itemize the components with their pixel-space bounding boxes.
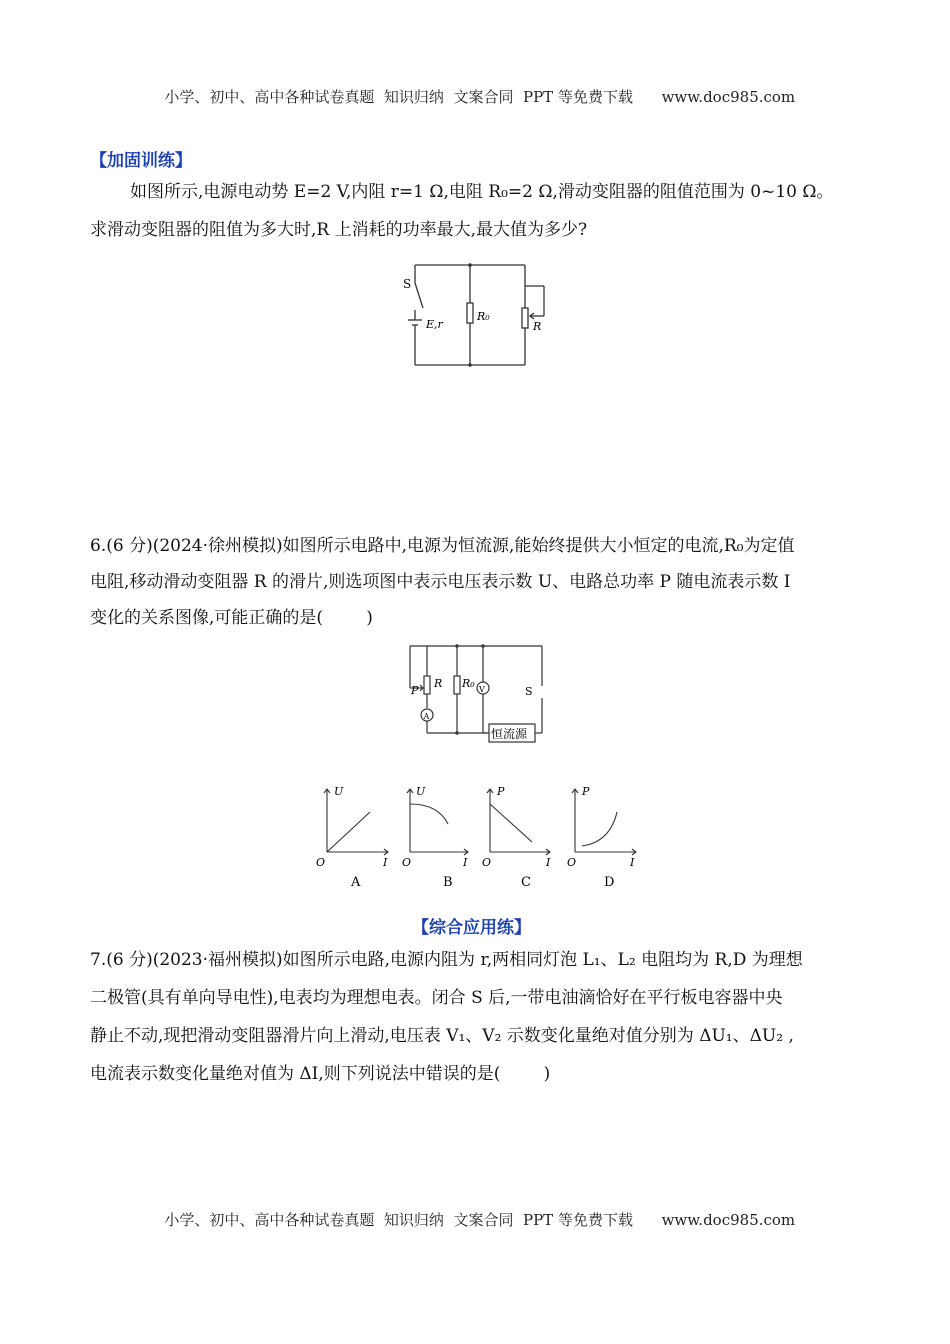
page-footer <box>0 1191 950 1230</box>
circuit1-source-label: E,r <box>426 318 443 331</box>
graph-d-curve <box>582 812 617 846</box>
footer-url[interactable]: www.doc985.com <box>661 1211 796 1229</box>
footer-site-text: 小学、初中、高中各种试卷真题 知识归纳 文案合同 PPT 等免费下载 <box>164 1211 633 1229</box>
ammeter-symbol: A <box>423 712 430 721</box>
graph-b-origin: O <box>402 856 412 869</box>
graph-d-y-label: P <box>582 785 590 798</box>
graph-c-y-label: P <box>497 785 505 798</box>
graph-b-x-label: I <box>463 856 468 869</box>
option-a-label: A <box>351 875 361 887</box>
header-url[interactable]: www.doc985.com <box>661 88 796 106</box>
problem-line-2: 求滑动变阻器的阻值为多大时,R 上消耗的功率最大,最大值为多少? <box>90 220 588 240</box>
circuit1-r-label: R <box>533 320 542 333</box>
graph-c-x-label: I <box>546 856 551 869</box>
constant-current-source-label: 恒流源 <box>491 727 528 741</box>
option-d-label: D <box>604 875 615 887</box>
option-c-label: C <box>521 875 531 887</box>
problem-line-1: 如图所示,电源电动势 E=2 V,内阻 r=1 Ω,电阻 R₀=2 Ω,滑动变阻器的阻值范围为 0~10 Ω。 <box>130 182 834 202</box>
header-site-text: 小学、初中、高中各种试卷真题 知识归纳 文案合同 PPT 等免费下载 <box>164 88 633 106</box>
page-header <box>0 68 950 107</box>
option-graphs <box>310 782 650 887</box>
q7-line-2: 二极管(具有单向导电性),电表均为理想电表。闭合 S 后,一带电油滴恰好在平行板电容器中央 <box>90 988 783 1008</box>
circuit2-slider-label: P <box>411 684 419 697</box>
graph-c-origin: O <box>482 856 492 869</box>
graph-c-curve <box>490 804 532 842</box>
q6-line-3: 变化的关系图像,可能正确的是( ) <box>90 608 373 628</box>
circuit1-r0-label: R₀ <box>477 310 490 323</box>
question-7-text <box>90 942 870 1122</box>
q7-line-1: 7.(6 分)(2023·福州模拟)如图所示电路,电源内阻为 r,两相同灯泡 L₁、L₂ 电阻均为 R,D 为理想 <box>90 950 803 970</box>
circuit2-switch-label: S <box>525 685 533 698</box>
q7-line-4: 电流表示数变化量绝对值为 ΔI,则下列说法中错误的是( ) <box>90 1064 551 1084</box>
section-title-reinforcement: 【加固训练】 <box>90 151 192 171</box>
graph-a-curve <box>327 812 370 852</box>
option-b-label: B <box>443 875 453 887</box>
q6-line-1: 6.(6 分)(2024·徐州模拟)如图所示电路中,电源为恒流源,能始终提供大小恒定的电流,R₀为定值 <box>90 536 795 556</box>
graph-d-x-label: I <box>630 856 635 869</box>
section-title-comprehensive: 【综合应用练】 <box>412 918 531 938</box>
circuit2-r-label: R <box>434 677 443 690</box>
circuit-diagram-2 <box>405 640 550 745</box>
graph-a-y-label: U <box>334 785 344 798</box>
voltmeter-symbol: V <box>479 685 485 694</box>
graph-a-origin: O <box>316 856 326 869</box>
circuit1-switch-label: S <box>403 277 412 291</box>
graph-a-x-label: I <box>383 856 388 869</box>
circuit2-r0-label: R₀ <box>462 677 475 690</box>
circuit-diagram-1 <box>390 258 560 373</box>
q7-line-3: 静止不动,现把滑动变阻器滑片向上滑动,电压表 V₁、V₂ 示数变化量绝对值分别为 ΔU₁、ΔU₂ , <box>90 1026 794 1046</box>
graph-b-y-label: U <box>416 785 426 798</box>
q6-line-2: 电阻,移动滑动变阻器 R 的滑片,则选项图中表示电压表示数 U、电路总功率 P 随电流表示数 I <box>90 572 791 592</box>
graph-b-curve <box>410 804 448 824</box>
graph-d-origin: O <box>567 856 577 869</box>
